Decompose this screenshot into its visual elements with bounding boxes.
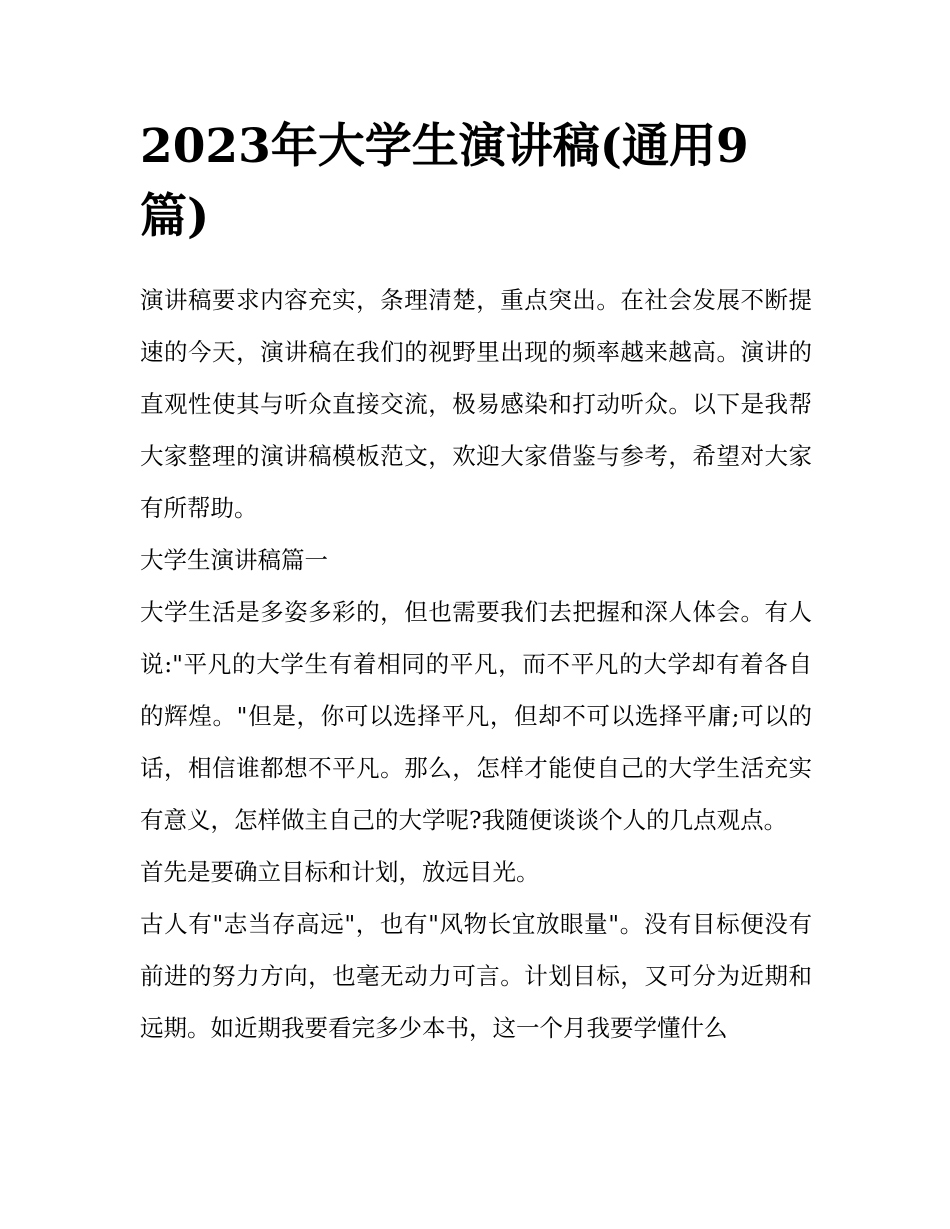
body-paragraph: 古人有"志当存高远"，也有"风物长宜放眼量"。没有目标便没有前进的努力方向，也毫无动力可言。计划目标，又可分为近期和远期。如近期我要看完多少本书，这一个月我要学懂什么 <box>140 910 812 1042</box>
document-body <box>140 112 812 1054</box>
section-heading: 大学生演讲稿篇一 <box>140 546 328 574</box>
intro-paragraph: 演讲稿要求内容充实，条理清楚，重点突出。在社会发展不断提速的今天，演讲稿在我们的视野里出现的频率越来越高。演讲的直观性使其与听众直接交流，极易感染和打动听众。以下是我帮大家整理的演讲稿模板范文，欢迎大家借鉴与参考，希望对大家有所帮助。 <box>140 286 812 522</box>
body-paragraph: 首先是要确立目标和计划，放远目光。 <box>140 858 540 886</box>
document-title: 2023年大学生演讲稿(通用9篇) <box>140 119 749 244</box>
body-paragraph: 大学生活是多姿多彩的，但也需要我们去把握和深人体会。有人说:"平凡的大学生有着相同的平凡，而不平凡的大学却有着各自的辉煌。"但是，你可以选择平凡，但却不可以选择平庸;可以的话，相信谁都想不平凡。那么，怎样才能使自己的大学生活充实有意义，怎样做主自己的大学呢?我随便谈谈个人的几点观点。 <box>140 598 812 834</box>
